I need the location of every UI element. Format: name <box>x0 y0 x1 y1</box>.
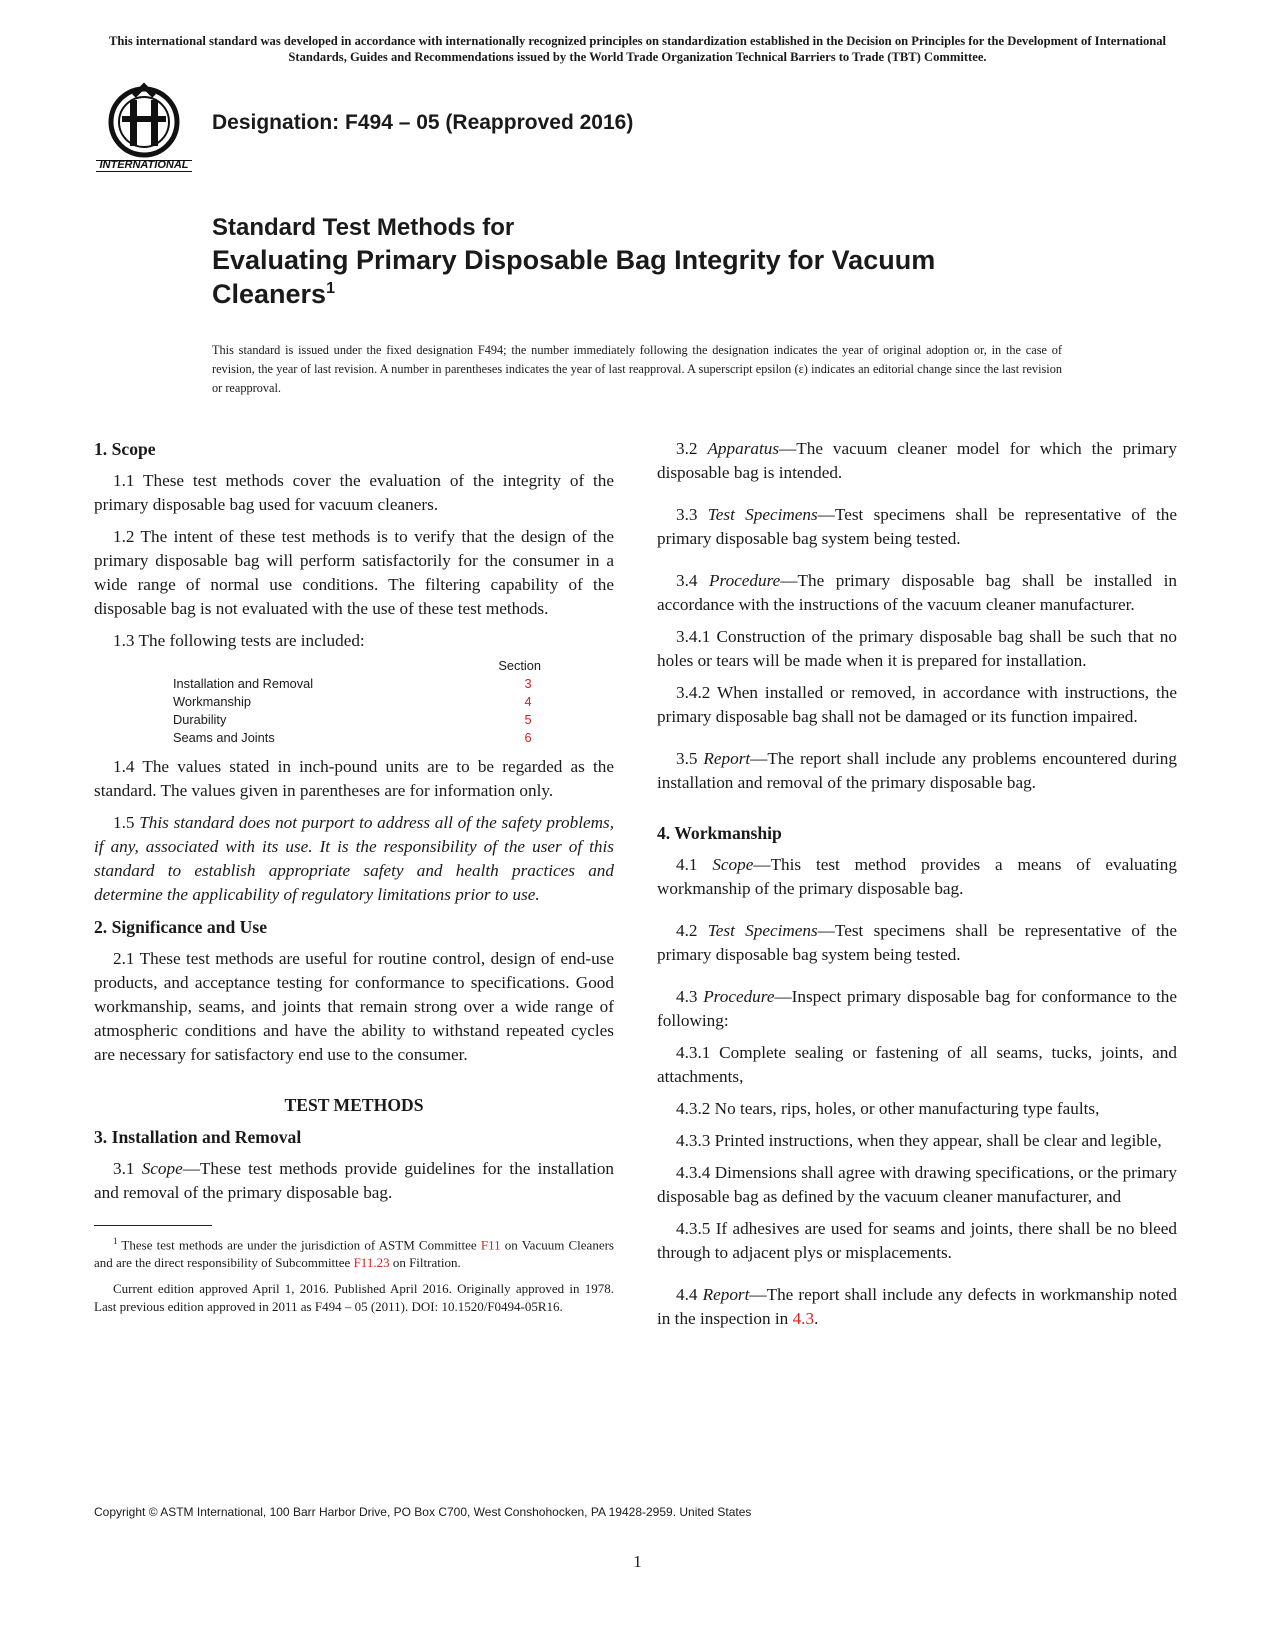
para-4-2: 4.2 Test Specimens—Test specimens shall be representative of the primary disposable bag system being tested. <box>657 921 1178 964</box>
test-methods-heading: TEST METHODS <box>284 1095 424 1115</box>
issue-note: This standard is issued under the fixed designation F494; the number immediately following the designation indicates the year of original adoption or, in the case of revision, the year of last revision. A number in parentheses indicates the year of last reapproval. A superscript epsilon (ε) indicates an editorial change since the last revision or reapproval. <box>212 343 1062 395</box>
para-4-1: 4.1 Scope—This test method provides a means of evaluating workmanship of the primary disposable bag. <box>657 855 1177 898</box>
para-3-5: 3.5 Report—The report shall include any problems encountered during installation and removal of the primary disposable bag. <box>657 749 1177 792</box>
para-3-3: 3.3 Test Specimens—Test specimens shall be representative of the primary disposable bag system being tested. <box>657 505 1178 548</box>
document-title <box>212 213 1062 311</box>
para-4-3-1: 4.3.1 Complete sealing or fastening of all seams, tucks, joints, and attachments, <box>657 1043 1177 1086</box>
tests-table-header: Section <box>498 658 541 673</box>
copyright-notice: Copyright © ASTM International, 100 Barr Harbor Drive, PO Box C700, West Conshohocken, PA 19428-2959. United States <box>94 1505 752 1519</box>
para-4-3-4: 4.3.4 Dimensions shall agree with drawing specifications, or the primary disposable bag as defined by the vacuum cleaner manufacturer, and <box>657 1163 1177 1206</box>
section-link[interactable]: 6 <box>524 730 532 745</box>
table-row <box>173 675 563 693</box>
para-3-2: 3.2 Apparatus—The vacuum cleaner model for which the primary disposable bag is intended. <box>657 439 1177 482</box>
para-1-2: 1.2 The intent of these test methods is to verify that the design of the primary disposable bag will perform satisfactorily for the consumer in a wide range of normal use conditions. The filtering capability of the disposable bag is not evaluated with the use of these test methods. <box>94 527 614 618</box>
section-4-heading: 4. Workmanship <box>657 823 782 843</box>
footnote-divider <box>94 1225 212 1226</box>
section-3-heading: 3. Installation and Removal <box>94 1127 302 1147</box>
para-1-5: 1.5 This standard does not purport to address all of the safety problems, if any, associated with its use. It is the responsibility of the user of this standard to establish appropriate safety and health practices and determine the applicability of regulatory limitations prior to use. <box>94 813 614 904</box>
para-4-3-2: 4.3.2 No tears, rips, holes, or other manufacturing type faults, <box>676 1099 1100 1118</box>
designation: Designation: F494 – 05 (Reapproved 2016) <box>212 111 634 134</box>
tests-table <box>173 657 563 747</box>
table-row <box>173 711 563 729</box>
logo-text: INTERNATIONAL <box>99 159 189 171</box>
subcommittee-link[interactable]: F11.23 <box>353 1255 390 1271</box>
section-2-heading: 2. Significance and Use <box>94 917 268 937</box>
committee-link[interactable]: F11 <box>480 1237 501 1253</box>
title-footnote-mark[interactable]: 1 <box>326 280 335 297</box>
left-column <box>94 437 614 1324</box>
footnote-1: $^1$ These test methods are under the jurisdiction of ASTM Committee F11 on Vacuum Cleaners and are the direct responsibility of Subcommittee F11.23 on Filtration. <box>94 1236 614 1271</box>
para-4-4: 4.4 Report—The report shall include any defects in workmanship noted in the inspection in 4.3. <box>657 1285 1177 1328</box>
para-1-4: 1.4 The values stated in inch-pound units are to be regarded as the standard. The values given in parentheses are for information only. <box>94 757 614 800</box>
section-4-3-link[interactable]: 4.3 <box>792 1309 815 1328</box>
astm-logo <box>94 82 194 182</box>
para-1-1: 1.1 These test methods cover the evaluation of the integrity of the primary disposable bag used for vacuum cleaners. <box>94 471 614 514</box>
para-4-3: 4.3 Procedure—Inspect primary disposable bag for conformance to the following: <box>657 987 1178 1030</box>
test-name: Installation and Removal <box>173 676 314 691</box>
para-3-4-2: 3.4.2 When installed or removed, in accordance with instructions, the primary disposable bag shall not be damaged or its function impaired. <box>657 683 1177 726</box>
para-1-3: 1.3 The following tests are included: <box>113 631 365 650</box>
test-name: Durability <box>173 712 227 727</box>
footnote-edition: Current edition approved April 1, 2016. Published April 2016. Originally approved in 1978. Last previous edition approved in 2011 as F494 – 05 (2011). DOI: 10.1520/F0494-05R16. <box>94 1281 614 1315</box>
section-link[interactable]: 4 <box>524 694 532 709</box>
title-line-1: Standard Test Methods for <box>212 214 515 241</box>
title-line-2: Evaluating Primary Disposable Bag Integrity for Vacuum Cleaners$^1$ <box>212 245 936 309</box>
right-column <box>657 437 1177 1339</box>
section-1-heading: 1. Scope <box>94 439 156 459</box>
table-row <box>173 693 563 711</box>
para-2-1: 2.1 These test methods are useful for routine control, design of end-use products, and acceptance testing for conformance to specifications. Good workmanship, seams, and joints that remain strong over a wide range of atmospheric conditions and have the ability to withstand repeated cycles are necessary for satisfactory end use to the consumer. <box>94 949 614 1064</box>
section-link[interactable]: 5 <box>524 712 532 727</box>
para-3-4-1: 3.4.1 Construction of the primary disposable bag shall be such that no holes or tears will be made when it is prepared for installation. <box>657 627 1177 670</box>
page-number: 1 <box>633 1552 642 1571</box>
test-name: Seams and Joints <box>173 730 275 745</box>
test-name: Workmanship <box>173 694 251 709</box>
table-row <box>173 729 563 747</box>
para-3-4: 3.4 Procedure—The primary disposable bag shall be installed in accordance with the instructions of the vacuum cleaner manufacturer. <box>657 571 1177 614</box>
para-4-3-3: 4.3.3 Printed instructions, when they appear, shall be clear and legible, <box>676 1131 1162 1150</box>
para-4-3-5: 4.3.5 If adhesives are used for seams and joints, there shall be no bleed through to adjacent plys or misplacements. <box>657 1219 1177 1262</box>
para-3-1: 3.1 Scope—These test methods provide guidelines for the installation and removal of the primary disposable bag. <box>94 1159 615 1202</box>
section-link[interactable]: 3 <box>524 676 532 691</box>
standards-notice: This international standard was developed in accordance with internationally recognized principles on standardization established in the Decision on Principles for the Development of International Standards, Guides and Recommendations issued by the World Trade Organization Technical Barriers to Trade (TBT) Committee. <box>108 34 1167 64</box>
